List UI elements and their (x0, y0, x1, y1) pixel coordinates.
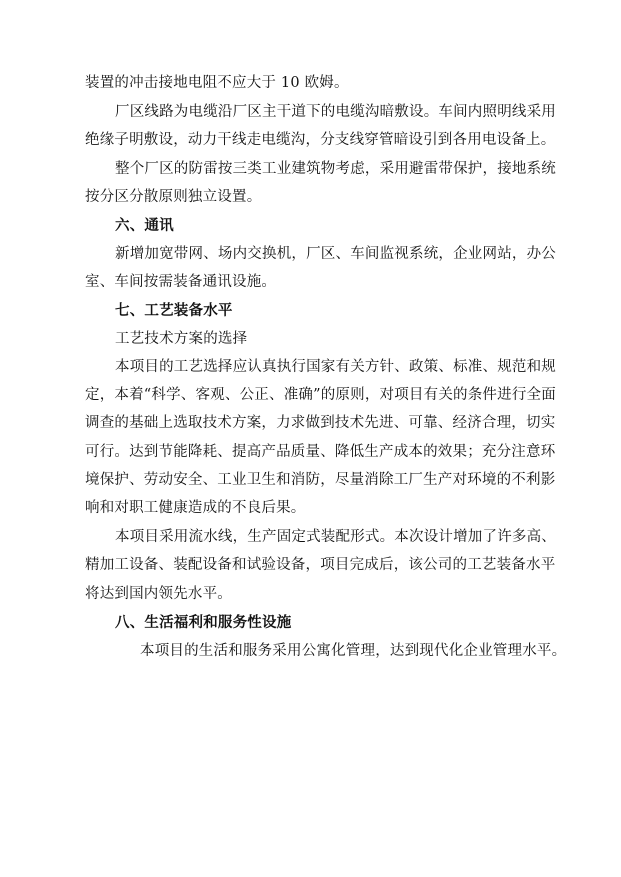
paragraph-line: 本项目的生活和服务采用公寓化管理，达到现代化企业管理水平。 (140, 643, 567, 659)
paragraph-line: 调查的基础上选取技术方案，力求做到技术先进、可靠、经济合理，切实 (85, 415, 556, 431)
paragraph-line: 装置的冲击接地电阻不应大于 10 欧姆。 (85, 75, 349, 91)
paragraph-line: 境保护、劳动安全、工业卫生和消防，尽量消除工厂生产对环境的不利影 (85, 472, 556, 488)
paragraph-line: 新增加宽带网、场内交换机，厂区、车间监视系统，企业网站，办公 (115, 246, 556, 262)
subheading: 工艺技术方案的选择 (115, 331, 248, 347)
paragraph-line: 精加工设备、装配设备和试验设备，项目完成后，该公司的工艺装备水平 (85, 557, 556, 573)
section-heading-process-equipment: 七、工艺装备水平 (115, 303, 233, 319)
paragraph-line: 可行。达到节能降耗、提高产品质量、降低生产成本的效果；充分注意环 (85, 444, 556, 460)
paragraph-line: 厂区线路为电缆沿厂区主干道下的电缆沟暗敷设。车间内照明线采用 (115, 104, 556, 120)
paragraph-line: 室、车间按需装备通讯设施。 (85, 274, 277, 290)
paragraph-line: 本项目的工艺选择应认真执行国家有关方针、政策、标准、规范和规 (115, 359, 556, 375)
section-heading-communication: 六、通讯 (115, 218, 174, 234)
section-heading-welfare-facilities: 八、生活福利和服务性设施 (115, 615, 292, 631)
paragraph-line: 按分区分散原则独立设置。 (85, 189, 262, 205)
paragraph-line: 绝缘子明敷设，动力干线走电缆沟，分支线穿管暗设引到各用电设备上。 (85, 132, 556, 148)
paragraph-line: 本项目采用流水线，生产固定式装配形式。本次设计增加了许多高、 (115, 529, 556, 545)
paragraph-line: 整个厂区的防雷按三类工业建筑物考虑，采用避雷带保护，接地系统 (115, 161, 556, 177)
paragraph-line: 定，本着“科学、客观、公正、准确”的原则，对项目有关的条件进行全面 (85, 387, 556, 403)
paragraph-line: 响和对职工健康造成的不良后果。 (85, 500, 306, 516)
paragraph-line: 将达到国内领先水平。 (85, 586, 232, 602)
